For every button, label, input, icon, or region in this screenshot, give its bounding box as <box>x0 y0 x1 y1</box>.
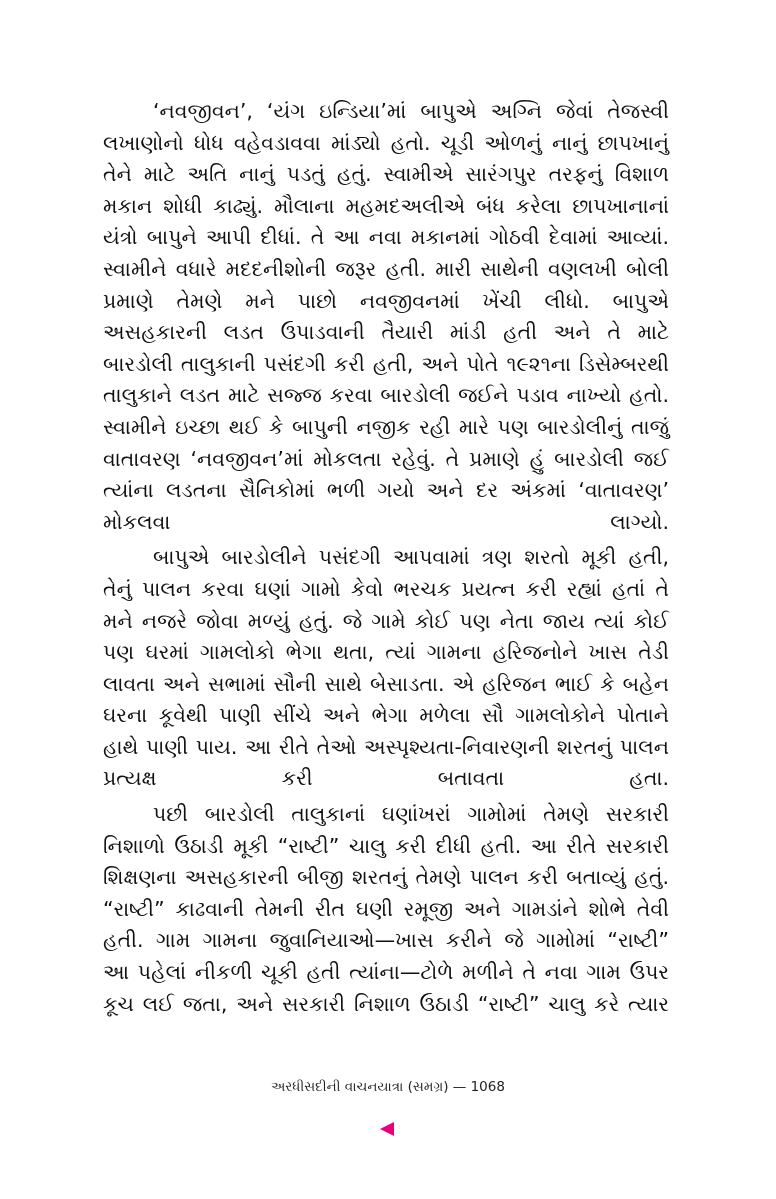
page-footer: અરધીસદીની વાચનયાત્રા (સમગ્ર) — 1068 <box>271 1079 505 1095</box>
triangle-left-icon[interactable] <box>380 1122 394 1136</box>
paragraph-2: બાપુએ બારડોલીને પસંદગી આપવામાં ત્રણ શરતો મૂકી હતી, તેનું પાલન કરવા ઘણાં ગામો કેવો ભરચક પ્રયત્ન કરી રહ્યાં હતાં તે મને નજરે જોવા મળ્યું હતું. જે ગામે કોઈ પણ નેતા જાય ત્યાં કોઈ પણ ઘરમાં ગામલોકો ભેગા થતા, ત્યાં ગામના હરિજનોને ખાસ તેડી લાવતા અને સભામાં સૌની સાથે બેસાડતા. એ હરિજન ભાઈ કે બહેન ઘરના કૂવેથી પાણી સીંચે અને ભેગા મળેલા સૌ ગામલોકોને પોતાને હાથે પાણી પાય. આ રીતે તેઓ અસ્પૃશ્યતા-નિવારણની શરતનું પાલન પ્રત્યક્ષ કરી બતાવતા હતા. <box>103 545 669 791</box>
body-text <box>103 96 669 1020</box>
paragraph-3: પછી બારડોલી તાલુકાનાં ઘણાંખરાં ગામોમાં તેમણે સરકારી નિશાળો ઉઠાડી મૂકી “રાષ્ટી” ચાલુ કરી દીધી હતી. આ રીતે સરકારી શિક્ષણના અસહકારની બીજી શરતનું તેમણે પાલન કરી બતાવ્યું હતું. “રાષ્ટી” કાઢવાની તેમની રીત ઘણી રમૂજી અને ગામડાંને શોભે તેવી હતી. ગામ ગામના જુવાનિયાઓ—ખાસ કરીને જે ગામોમાં “રાષ્ટી” આ પહેલાં નીકળી ચૂકી હતી ત્યાંના—ટોળે મળીને તે નવા ગામ ઉપર કૂચ લઈ જતા, અને સરકારી નિશાળ ઉઠાડી “રાષ્ટી” ચાલુ કરે ત્યાર <box>103 802 669 1016</box>
paragraph-1: ‘નવજીવન’, ‘યંગ ઇન્ડિયા’માં બાપુએ અગ્નિ જેવાં તેજસ્વી લખાણોનો ધોધ વહેવડાવવા માંડ્યો હતો. ચૂડી ઓળનું નાનું છાપખાનું તેને માટે અતિ નાનું પડતું હતું. સ્વામીએ સારંગપુર તરફનું વિશાળ મકાન શોધી કાઢ્યું. મૌલાના મહમદઅલીએ બંધ કરેલા છાપખાનાનાં યંત્રો બાપુને આપી દીધાં. તે આ નવા મકાનમાં ગોઠવી દેવામાં આવ્યાં. સ્વામીને વધારે મદદનીશોની જરૂર હતી. મારી સાથેની વણલખી બોલી પ્રમાણે તેમણે મને પાછો નવજીવનમાં ખેંચી લીધો. બાપુએ અસહકારની લડત ઉપાડવાની તૈયારી માંડી હતી અને તે માટે બારડોલી તાલુકાની પસંદગી કરી હતી, અને પોતે ૧૯૨૧ના ડિસેમ્બરથી તાલુકાને લડત માટે સજ્જ કરવા બારડોલી જઈને પડાવ નાખ્યો હતો. સ્વામીને ઇચ્છા થઈ કે બાપુની નજીક રહી મારે પણ બારડોલીનું તાજું વાતાવરણ ‘નવજીવન’માં મોકલતા રહેવું. તે પ્રમાણે હું બારડોલી જઈ ત્યાંના લડતના સૈનિકોમાં ભળી ગયો અને દર અંકમાં ‘વાતાવરણ’ મોકલવા લાગ્યો. <box>103 99 669 534</box>
